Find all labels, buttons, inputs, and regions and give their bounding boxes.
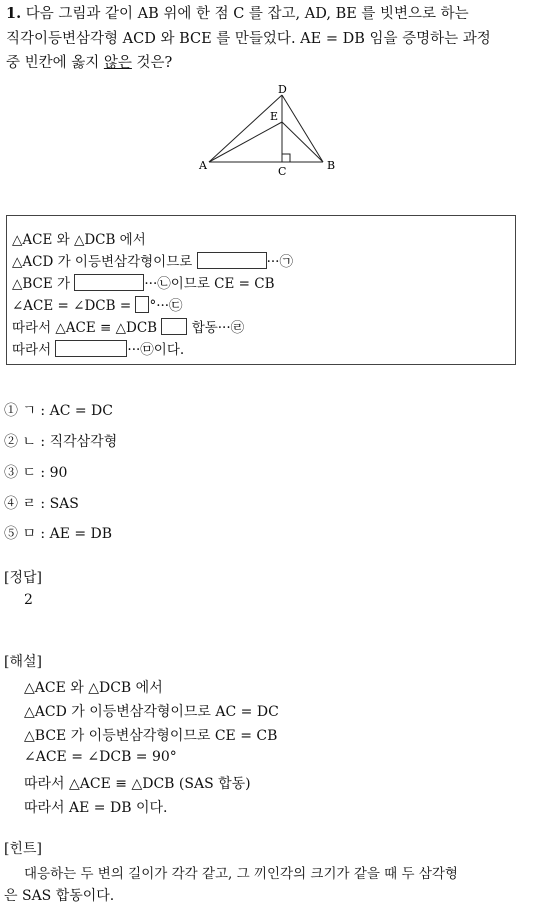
marker-1: ···㉠ — [266, 254, 293, 270]
explanation-line-1: △ACE 와 △DCB 에서 — [24, 680, 163, 696]
answer-value: 2 — [24, 592, 33, 608]
proof-text-2: △ACD 가 이등변삼각형이므로 — [12, 254, 193, 270]
proof-line-2 — [12, 250, 293, 270]
marker-3: °···㉢ — [149, 298, 183, 314]
proof-line-1 — [12, 228, 146, 248]
triangle-figure — [0, 80, 534, 180]
explanation-title: [해설] — [4, 654, 42, 670]
blank-1[interactable] — [197, 252, 267, 269]
option-3[interactable] — [4, 462, 67, 482]
proof-text-6: 따라서 — [12, 342, 52, 358]
label-e: E — [270, 110, 279, 123]
explanation-line-6: 따라서 AE = DB 이다. — [24, 800, 168, 816]
blank-3[interactable] — [135, 296, 149, 313]
option-2-number: ② — [4, 434, 18, 450]
option-5-number: ⑤ — [4, 526, 18, 542]
option-4-number: ④ — [4, 496, 18, 512]
right-angle-mark — [282, 154, 290, 162]
option-1-number: ① — [4, 403, 18, 419]
question-text-3-end: 것은? — [131, 55, 173, 71]
proof-text-4: ∠ACE = ∠DCB = — [12, 298, 132, 314]
question-line-2 — [6, 27, 491, 48]
hint-line-2: 은 SAS 합동이다. — [4, 888, 115, 904]
option-3-number: ③ — [4, 465, 18, 481]
question-text-1: 다음 그림과 같이 AB 위에 한 점 C 를 잡고, AD, BE 를 빗변으로 하는 — [25, 6, 469, 22]
option-2[interactable] — [4, 431, 117, 451]
explanation-line-3: △BCE 가 이등변삼각형이므로 CE = CB — [24, 728, 278, 744]
question-line-3 — [6, 51, 172, 72]
option-4-label: ㄹ : SAS — [22, 496, 79, 512]
proof-box — [6, 215, 516, 365]
label-b: B — [327, 159, 336, 172]
proof-line-4 — [12, 294, 183, 314]
proof-text-3: △BCE 가 — [12, 276, 71, 292]
marker-5: ···㉤이다. — [127, 342, 185, 358]
proof-text-1: △ACE 와 △DCB 에서 — [12, 232, 146, 248]
blank-2[interactable] — [74, 274, 144, 291]
question-number: 1. — [6, 5, 22, 22]
explanation-line-4: ∠ACE = ∠DCB = 90° — [24, 749, 177, 765]
answer-title: [정답] — [4, 570, 42, 586]
blank-5[interactable] — [55, 340, 127, 357]
proof-text-5: 따라서 △ACE ≡ △DCB — [12, 320, 158, 336]
marker-2: ···㉡이므로 CE = CB — [144, 276, 275, 292]
proof-line-6 — [12, 338, 184, 358]
label-a: A — [199, 159, 207, 172]
marker-4: 합동···㉣ — [191, 320, 245, 336]
proof-line-5 — [12, 316, 244, 336]
label-c: C — [278, 165, 287, 178]
option-5[interactable] — [4, 523, 112, 543]
underlined-word: 않은 — [103, 55, 132, 71]
option-1-label: ㄱ : AC = DC — [22, 403, 113, 419]
blank-4[interactable] — [161, 318, 187, 335]
hint-line-1: 대응하는 두 변의 길이가 각각 같고, 그 끼인각의 크기가 같을 때 두 삼각형 — [24, 866, 458, 882]
hint-title: [힌트] — [4, 841, 42, 857]
question-text-2: 직각이등변삼각형 ACD 와 BCE 를 만들었다. AE = DB 임을 증명하는 과정 — [6, 31, 491, 47]
label-d: D — [278, 83, 287, 96]
explanation-line-2: △ACD 가 이등변삼각형이므로 AC = DC — [24, 704, 279, 720]
explanation-line-5: 따라서 △ACE ≡ △DCB (SAS 합동) — [24, 776, 251, 792]
option-2-label: ㄴ : 직각삼각형 — [22, 434, 118, 450]
option-5-label: ㅁ : AE = DB — [22, 526, 113, 542]
proof-line-3 — [12, 272, 275, 292]
question-text-3: 중 빈칸에 옳지 — [6, 55, 104, 71]
question-line-1 — [6, 2, 469, 23]
option-4[interactable] — [4, 493, 79, 513]
option-3-label: ㄷ : 90 — [22, 465, 68, 481]
option-1[interactable] — [4, 400, 113, 420]
